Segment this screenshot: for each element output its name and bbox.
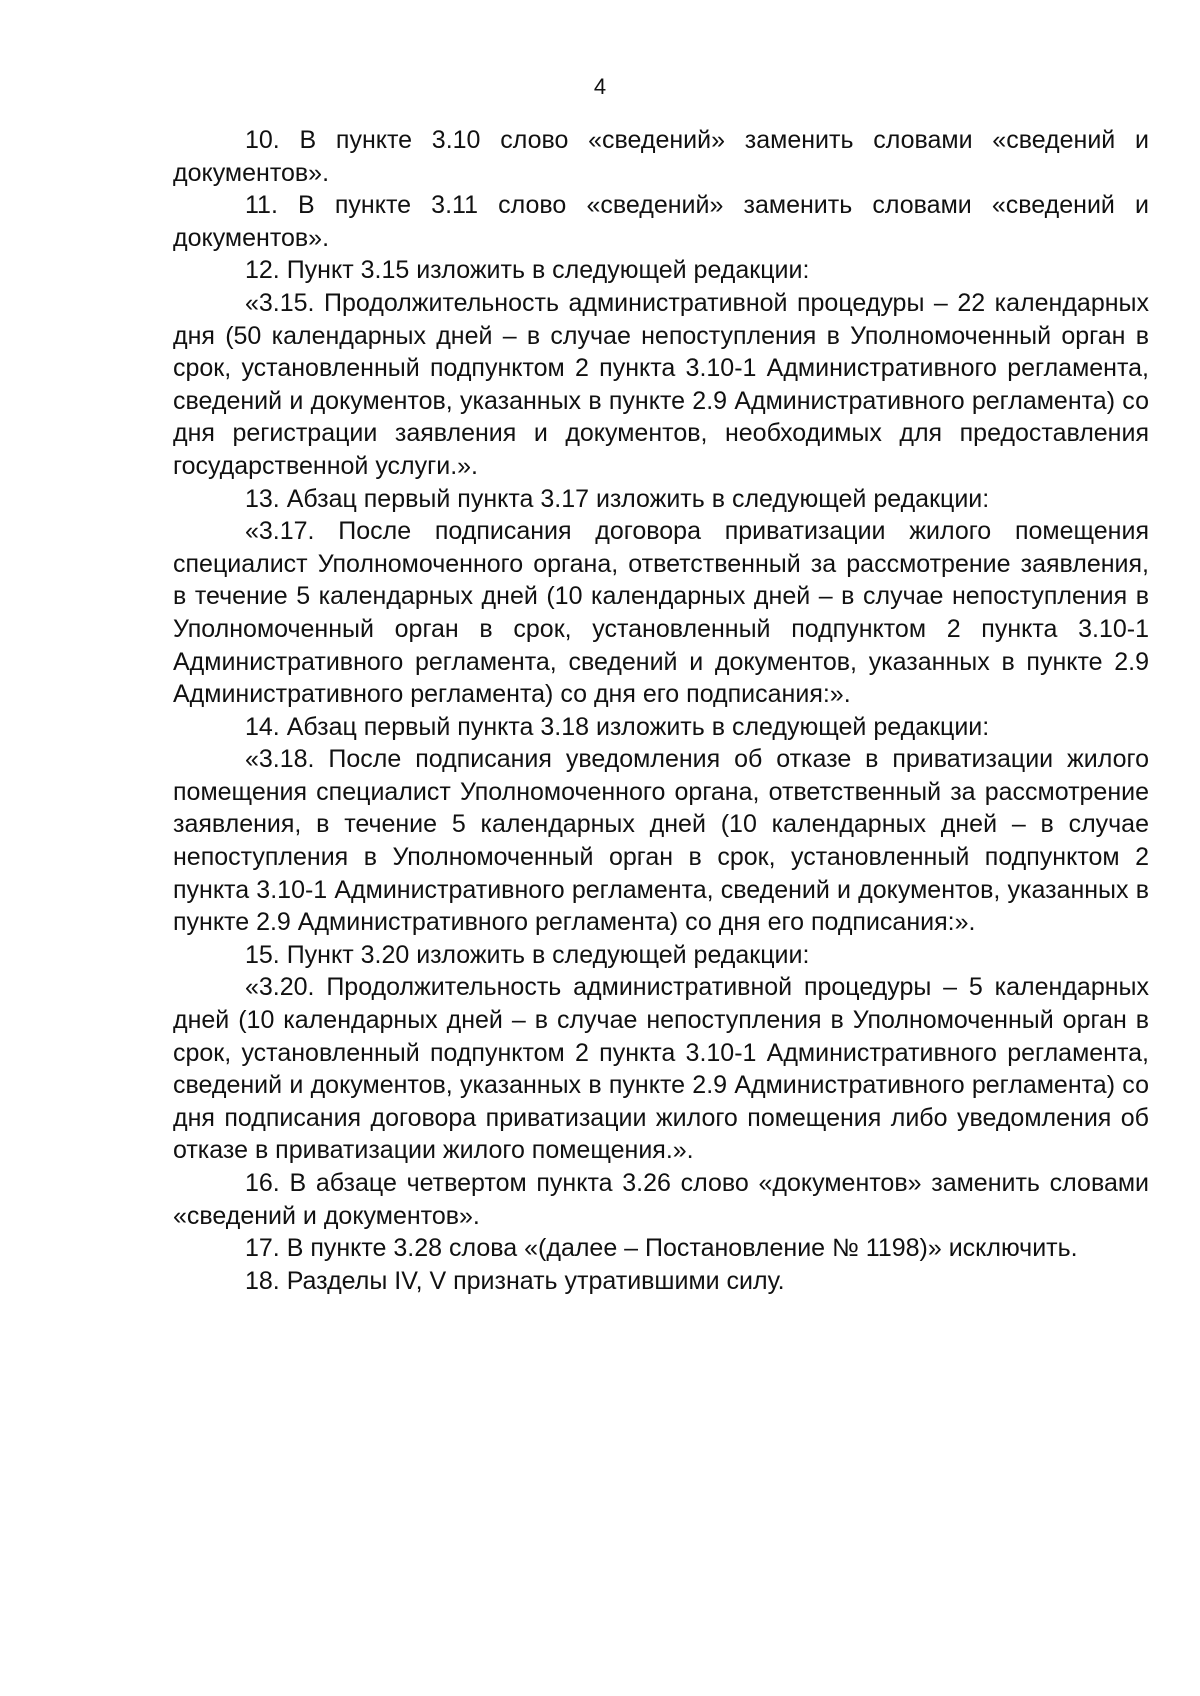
paragraph-item-16: 16. В абзаце четвертом пункта 3.26 слово «документов» заменить словами «сведений и документов».	[173, 1169, 1149, 1230]
document-body	[173, 124, 1149, 1297]
paragraph-item-14: 14. Абзац первый пункта 3.18 изложить в следующей редакции:	[245, 712, 990, 741]
paragraph-quote-3-17: «3.17. После подписания договора приватизации жилого помещения специалист Уполномоченного органа, ответственный за рассмотрение заявления, в течение 5 календарных дней (10 календарных дней – в случае непоступления в Уполномоченный орган в срок, установленный подпунктом 2 пункта 3.10-1 Административного регламента, сведений и документов, указанных в пункте 2.9 Административного регламента) со дня его подписания:».	[173, 517, 1149, 709]
paragraph-item-13: 13. Абзац первый пункта 3.17 изложить в следующей редакции:	[245, 484, 990, 513]
paragraph-quote-3-15: «3.15. Продолжительность административной процедуры – 22 календарных дня (50 календарных дней – в случае непоступления в Уполномоченный орган в срок, установленный подпунктом 2 пункта 3.10-1 Административного регламента, сведений и документов, указанных в пункте 2.9 Административного регламента) со дня регистрации заявления и документов, необходимых для предоставления государственной услуги.».	[173, 288, 1149, 480]
paragraph-item-15: 15. Пункт 3.20 изложить в следующей редакции:	[245, 940, 810, 969]
paragraph-item-17: 17. В пункте 3.28 слова «(далее – Постановление № 1198)» исключить.	[245, 1234, 1078, 1263]
paragraph-item-11: 11. В пункте 3.11 слово «сведений» заменить словами «сведений и документов».	[173, 191, 1149, 252]
paragraph-quote-3-18: «3.18. После подписания уведомления об отказе в приватизации жилого помещения специалист Уполномоченного органа, ответственный за рассмотрение заявления, в течение 5 календарных дней (10 календарных дней – в случае непоступления в Уполномоченный орган в срок, установленный подпунктом 2 пункта 3.10-1 Административного регламента, сведений и документов, указанных в пункте 2.9 Административного регламента) со дня его подписания:».	[173, 745, 1149, 937]
paragraph-item-18: 18. Разделы IV, V признать утратившими силу.	[245, 1266, 785, 1295]
page-number: 4	[593, 74, 607, 99]
paragraph-quote-3-20: «3.20. Продолжительность административной процедуры – 5 календарных дней (10 календарных дней – в случае непоступления в Уполномоченный орган в срок, установленный подпунктом 2 пункта 3.10-1 Административного регламента, сведений и документов, указанных в пункте 2.9 Административного регламента) со дня подписания договора приватизации жилого помещения либо уведомления об отказе в приватизации жилого помещения.».	[173, 973, 1149, 1165]
paragraph-item-12: 12. Пункт 3.15 изложить в следующей редакции:	[245, 256, 810, 285]
paragraph-item-10: 10. В пункте 3.10 слово «сведений» заменить словами «сведений и документов».	[173, 126, 1149, 187]
